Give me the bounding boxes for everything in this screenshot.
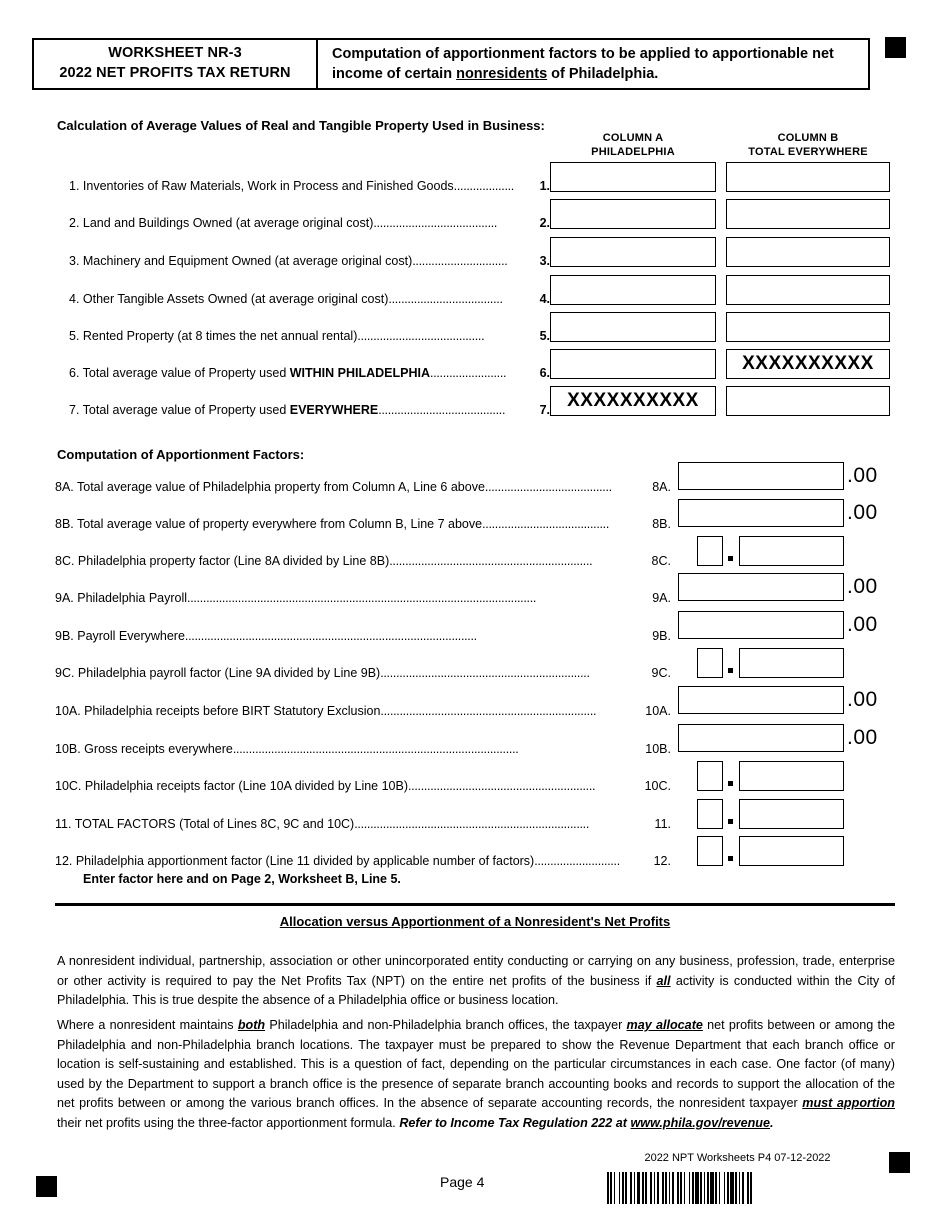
para2-emphasis-may-allocate: may allocate <box>626 1018 703 1032</box>
factor-decimals-input[interactable] <box>739 536 844 566</box>
factor-decimals-input[interactable] <box>739 799 844 829</box>
property-row-emphasis: EVERYWHERE <box>289 403 379 417</box>
amount-input[interactable] <box>678 611 844 639</box>
apportionment-row <box>55 799 895 837</box>
apportionment-row-number: 12. <box>653 854 671 868</box>
factor-whole-input[interactable] <box>697 799 723 829</box>
form-header-description <box>318 40 868 88</box>
apportionment-row-number: 10A. <box>645 704 671 718</box>
property-row <box>60 275 890 305</box>
dot-leader: .............................................................................................................. <box>187 591 537 605</box>
factor-decimals-input[interactable] <box>739 648 844 678</box>
property-row <box>60 386 890 416</box>
apportionment-row-text: 8B. Total average value of property everywhere from Column B, Line 7 above <box>55 517 483 531</box>
factor-whole-input[interactable] <box>697 836 723 866</box>
barcode-bar <box>752 1172 754 1204</box>
property-row-text: 5. Rented Property (at 8 times the net annual rental) <box>69 329 358 343</box>
apportionment-row-text: 12. Philadelphia apportionment factor (Line 11 divided by applicable number of factors) <box>55 854 535 868</box>
apportionment-section-heading: Computation of Apportionment Factors: <box>57 447 305 462</box>
property-row-text: 6. Total average value of Property used <box>69 366 290 380</box>
dot-leader: .......................................................................................... <box>232 742 519 756</box>
apportionment-row <box>55 499 895 537</box>
cents-suffix: .00 <box>847 464 878 487</box>
dot-leader: ........................................ <box>378 403 506 417</box>
property-row-text: 1. Inventories of Raw Materials, Work in Process and Finished Goods <box>69 179 454 193</box>
property-input-column-a <box>550 386 716 416</box>
dot-leader: ........................... <box>534 854 620 868</box>
property-row-text: 7. Total average value of Property used <box>69 403 290 417</box>
apportionment-row-number: 9A. <box>652 591 671 605</box>
amount-input[interactable] <box>678 573 844 601</box>
property-row <box>60 162 890 192</box>
property-row-label <box>69 179 524 193</box>
property-row-number: 4. <box>539 292 550 306</box>
apportionment-row-number: 8A. <box>652 480 671 494</box>
factor-decimals-input[interactable] <box>739 761 844 791</box>
apportionment-row-label <box>55 591 633 605</box>
property-row-label <box>69 366 524 380</box>
apportionment-row-label <box>55 517 633 531</box>
registration-mark-top-right <box>885 37 906 58</box>
apportionment-row-text: 9C. Philadelphia payroll factor (Line 9A divided by Line 9B) <box>55 666 381 680</box>
apportionment-row-label <box>55 704 633 718</box>
property-row-number: 5. <box>539 329 550 343</box>
apportionment-row-number: 9C. <box>651 666 671 680</box>
para1-emphasis-all: all <box>656 973 671 988</box>
decimal-point <box>728 819 733 824</box>
narrative-paragraph-1 <box>57 952 895 1011</box>
apportionment-row <box>55 836 895 874</box>
apportionment-row-label <box>55 480 633 494</box>
property-row-number: 1. <box>539 179 550 193</box>
not-applicable-mark: XXXXXXXXXX <box>567 390 699 411</box>
para1-part2: activity is conducted within the City of Philadelphia. This is true despite the absence of a Philadelphia office or business location. <box>57 973 895 1008</box>
revenue-website-link[interactable]: www.phila.gov/revenue <box>630 1115 770 1130</box>
property-row-label <box>69 292 524 306</box>
apportionment-row <box>55 536 895 574</box>
apportionment-row-number: 10C. <box>644 779 671 793</box>
cents-suffix: .00 <box>847 688 878 711</box>
factor-whole-input[interactable] <box>697 761 723 791</box>
property-input-column-b[interactable] <box>726 162 890 192</box>
apportionment-row-text: 10A. Philadelphia receipts before BIRT Statutory Exclusion <box>55 704 381 718</box>
property-input-column-a[interactable] <box>550 312 716 342</box>
registration-mark-bottom-left <box>36 1176 57 1197</box>
column-b-sublabel: TOTAL EVERYWHERE <box>748 145 868 158</box>
decimal-point <box>728 668 733 673</box>
property-input-column-b <box>726 349 890 379</box>
property-section-heading: Calculation of Average Values of Real and Tangible Property Used in Business: <box>57 118 545 133</box>
dot-leader: .................................................................. <box>380 666 590 680</box>
apportionment-row-label <box>55 779 633 793</box>
apportionment-row <box>55 648 895 686</box>
section-divider <box>55 903 895 906</box>
apportionment-row-label <box>55 629 633 643</box>
dot-leader: ....................................... <box>373 216 498 230</box>
dot-leader: ........................................ <box>482 517 610 531</box>
decimal-point <box>728 781 733 786</box>
cents-suffix: .00 <box>847 501 878 524</box>
apportionment-row-text: 10C. Philadelphia receipts factor (Line 10A divided by Line 10B) <box>55 779 408 793</box>
para2-part4: their net profits using the three-factor apportionment formula. <box>57 1115 400 1130</box>
not-applicable-mark: XXXXXXXXXX <box>742 353 874 374</box>
property-row-number: 2. <box>539 216 550 230</box>
dot-leader: ........................ <box>430 366 507 380</box>
property-input-column-b[interactable] <box>726 386 890 416</box>
apportionment-row-label <box>55 554 633 568</box>
form-header-title <box>34 40 318 88</box>
apportionment-row <box>55 611 895 649</box>
property-input-column-a[interactable] <box>550 237 716 267</box>
registration-mark-bottom-right <box>889 1152 910 1173</box>
apportionment-row-label <box>55 742 633 756</box>
worksheet-name: WORKSHEET NR-3 <box>108 45 242 62</box>
dot-leader: .............................. <box>412 254 508 268</box>
amount-input[interactable] <box>678 724 844 752</box>
dot-leader: ........................................ <box>484 480 612 494</box>
property-row-label <box>69 216 524 230</box>
cents-suffix: .00 <box>847 726 878 749</box>
apportionment-row-label <box>55 854 633 868</box>
apportionment-row-text: 8A. Total average value of Philadelphia property from Column A, Line 6 above <box>55 480 485 494</box>
apportionment-row <box>55 573 895 611</box>
property-row <box>60 349 890 379</box>
para2-emphasis-refer-to: Refer to Income Tax Regulation 222 at <box>399 1115 631 1130</box>
property-row-number: 7. <box>539 403 550 417</box>
dot-leader: .................................... <box>388 292 503 306</box>
para2-emphasis-both: both <box>237 1018 266 1032</box>
property-row <box>60 312 890 342</box>
property-row-text: 3. Machinery and Equipment Owned (at average original cost) <box>69 254 413 268</box>
apportionment-row-text: 9A. Philadelphia Payroll <box>55 591 188 605</box>
enter-factor-note: Enter factor here and on Page 2, Worksheet B, Line 5. <box>83 872 401 886</box>
para1-part1: A nonresident individual, partnership, association or other unincorporated entity conducting or carrying on any business, profession, trade, enterprise or other activity is required to pay the Net Profits Tax (NPT) on the entire net profits of the business if <box>57 954 895 988</box>
apportionment-row-label <box>55 666 633 680</box>
column-b-header <box>726 132 890 160</box>
apportionment-row <box>55 761 895 799</box>
apportionment-row-number: 11. <box>654 817 671 831</box>
factor-whole-input[interactable] <box>697 648 723 678</box>
header-desc-nonresidents: nonresidents <box>456 66 548 82</box>
para2-part2: Philadelphia and non-Philadelphia branch offices, the taxpayer <box>265 1018 627 1032</box>
property-row-label <box>69 254 524 268</box>
apportionment-row-number: 9B. <box>652 629 671 643</box>
decimal-point <box>728 556 733 561</box>
apportionment-row <box>55 462 895 500</box>
apportionment-row <box>55 686 895 724</box>
cents-suffix: .00 <box>847 613 878 636</box>
apportionment-row-number: 8B. <box>652 517 671 531</box>
decimal-point <box>728 856 733 861</box>
property-row-emphasis: WITHIN PHILADELPHIA <box>289 366 431 380</box>
para2-part3: net profits between or among the Philadelphia and non-Philadelphia branch locations. The taxpayer must be prepared to show the Revenue Department that each branch office or location is self-sustaining and established. This is a question of fact, depending on the particular circumstances in each case. One factor (of many) used by the Department to support a branch office is the presence of separate branch accounting books and records to support the allocation of the net profits between or among the various branch offices. In the absence of separate accounting records, the nonresident taxpayer <box>57 1018 896 1111</box>
para2-part1: Where a nonresident maintains <box>57 1018 238 1032</box>
column-a-sublabel: PHILADELPHIA <box>591 145 675 158</box>
property-row-text: 4. Other Tangible Assets Owned (at average original cost) <box>69 292 389 306</box>
dot-leader: ................................................................ <box>389 554 593 568</box>
property-input-column-a[interactable] <box>550 349 716 379</box>
amount-input[interactable] <box>678 686 844 714</box>
apportionment-row-number: 10B. <box>645 742 671 756</box>
property-input-column-b[interactable] <box>726 312 890 342</box>
property-input-column-a[interactable] <box>550 275 716 305</box>
dot-leader: .................................................................... <box>380 704 597 718</box>
factor-whole-input[interactable] <box>697 536 723 566</box>
header-desc-pre: Computation of apportionment factors to be applied to apportionable net income of certain <box>332 45 834 82</box>
property-input-column-a[interactable] <box>550 199 716 229</box>
apportionment-row-text: 9B. Payroll Everywhere <box>55 629 185 643</box>
property-row-number: 3. <box>539 254 550 268</box>
para2-end: . <box>770 1115 774 1130</box>
property-row <box>60 237 890 267</box>
cents-suffix: .00 <box>847 575 878 598</box>
property-input-column-b[interactable] <box>726 199 890 229</box>
column-a-header <box>550 132 716 160</box>
apportionment-row-label <box>55 817 633 831</box>
form-header <box>32 38 870 90</box>
property-row <box>60 199 890 229</box>
dot-leader: ............................................................................................ <box>184 629 477 643</box>
column-a-label: COLUMN A <box>602 132 664 144</box>
apportionment-row-text: 11. TOTAL FACTORS (Total of Lines 8C, 9C and 10C) <box>55 817 355 831</box>
property-row-label <box>69 329 524 343</box>
dot-leader: .......................................................................... <box>354 817 590 831</box>
property-row-number: 6. <box>539 366 550 380</box>
apportionment-row <box>55 724 895 762</box>
dot-leader: ................... <box>453 179 514 193</box>
property-input-column-a[interactable] <box>550 162 716 192</box>
dot-leader: ........................................ <box>357 329 485 343</box>
property-input-column-b[interactable] <box>726 275 890 305</box>
return-year-title: 2022 NET PROFITS TAX RETURN <box>59 65 291 81</box>
amount-input[interactable] <box>678 462 844 490</box>
apportionment-row-number: 8C. <box>651 554 671 568</box>
form-barcode <box>607 1172 754 1204</box>
factor-decimals-input[interactable] <box>739 836 844 866</box>
narrative-title: Allocation versus Apportionment of a Nonresident's Net Profits <box>279 914 671 929</box>
column-b-label: COLUMN B <box>777 132 839 144</box>
document-id-label: 2022 NPT Worksheets P4 07-12-2022 <box>644 1152 831 1164</box>
narrative-paragraph-2 <box>57 1016 895 1133</box>
dot-leader: ........................................................... <box>408 779 596 793</box>
apportionment-row-text: 8C. Philadelphia property factor (Line 8A divided by Line 8B) <box>55 554 390 568</box>
page-number: Page 4 <box>440 1174 485 1190</box>
property-input-column-b[interactable] <box>726 237 890 267</box>
property-row-label <box>69 403 524 417</box>
para2-emphasis-must-apportion: must apportion <box>802 1096 895 1111</box>
header-desc-post: of Philadelphia. <box>547 66 659 82</box>
amount-input[interactable] <box>678 499 844 527</box>
apportionment-row-text: 10B. Gross receipts everywhere <box>55 742 233 756</box>
property-row-text: 2. Land and Buildings Owned (at average original cost) <box>69 216 374 230</box>
